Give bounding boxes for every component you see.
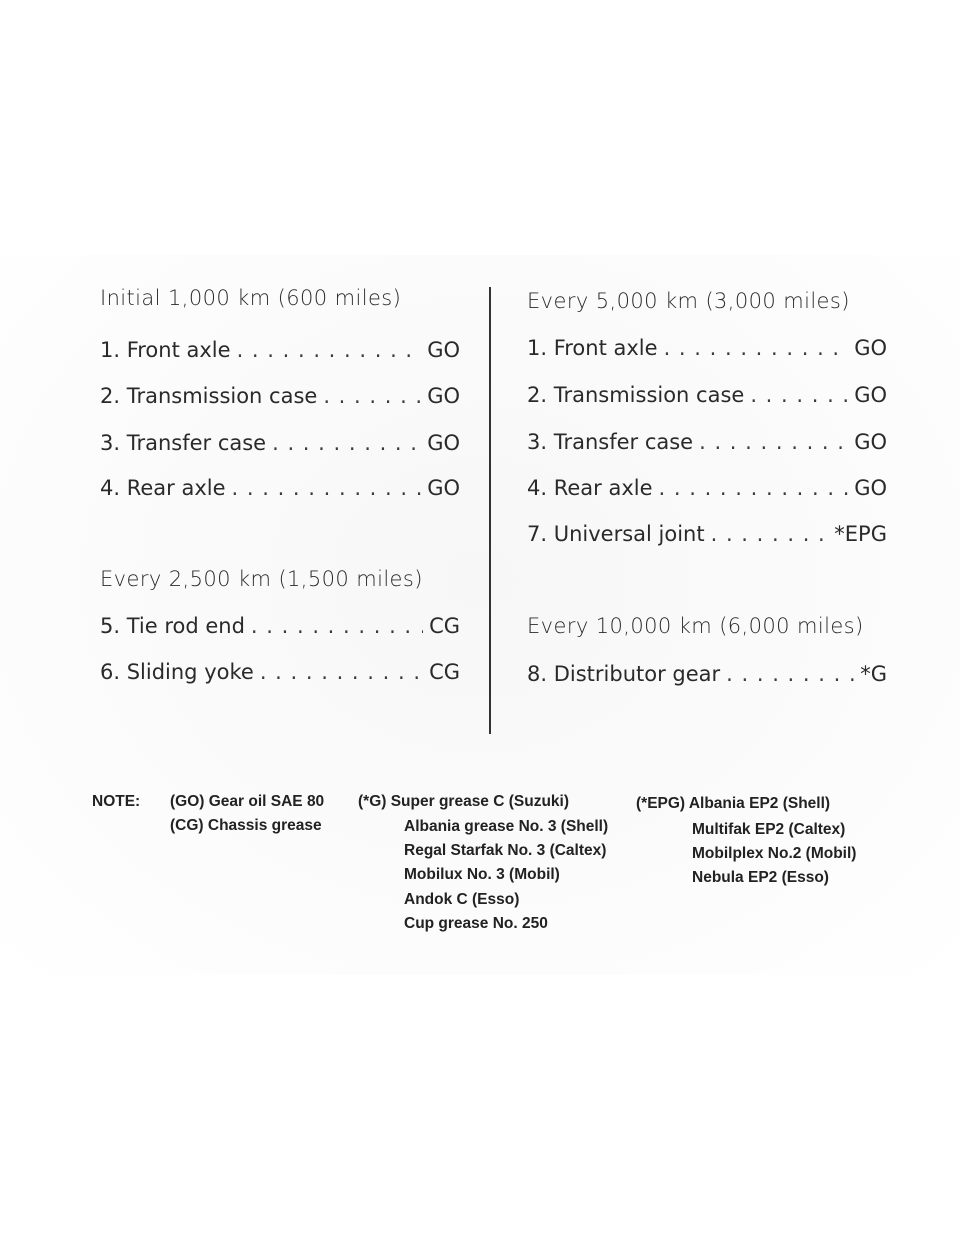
schedule-item — [527, 519, 887, 549]
note-epg-item: Mobilplex No.2 (Mobil) — [692, 845, 857, 862]
item-label: 2. Transmission case — [100, 384, 318, 408]
item-label: 3. Transfer case — [527, 430, 694, 454]
schedule-item — [100, 473, 460, 503]
leader-dots — [726, 659, 854, 689]
leader-dots — [750, 380, 848, 410]
note-label: NOTE: — [92, 793, 141, 810]
schedule-item — [100, 335, 460, 365]
note-cg-legend: (CG) Chassis grease — [170, 817, 322, 834]
note-go-legend: (GO) Gear oil SAE 80 — [170, 793, 325, 810]
every-2500-heading: Every 2,500 km (1,500 miles) — [100, 567, 423, 591]
column-divider — [489, 287, 491, 734]
schedule-item — [527, 473, 887, 503]
lubricant-code: GO — [427, 338, 460, 362]
note-g-item: Cup grease No. 250 — [404, 915, 548, 932]
schedule-item — [527, 333, 887, 363]
schedule-item — [527, 427, 887, 457]
leader-dots — [664, 333, 849, 363]
every-5000-heading: Every 5,000 km (3,000 miles) — [527, 289, 850, 313]
leader-dots — [711, 519, 829, 549]
leader-dots — [232, 473, 422, 503]
lubricant-code: GO — [854, 476, 887, 500]
schedule-item — [100, 381, 460, 411]
note-epg-item: Multifak EP2 (Caltex) — [692, 821, 846, 838]
lubricant-code: GO — [427, 431, 460, 455]
item-label: 4. Rear axle — [527, 476, 653, 500]
item-label: 1. Front axle — [527, 336, 658, 360]
lubricant-code: CG — [429, 614, 460, 638]
schedule-item — [100, 657, 460, 687]
lubricant-code: GO — [854, 383, 887, 407]
lubricant-code: GO — [427, 476, 460, 500]
note-g-item: Andok C (Esso) — [404, 891, 520, 908]
note-g-item: Mobilux No. 3 (Mobil) — [404, 866, 560, 883]
schedule-item — [527, 659, 887, 689]
every-10000-heading: Every 10,000 km (6,000 miles) — [527, 614, 864, 638]
item-label: 2. Transmission case — [527, 383, 745, 407]
initial-interval-heading: Initial 1,000 km (600 miles) — [100, 286, 402, 310]
note-g-item: Regal Starfak No. 3 (Caltex) — [404, 842, 607, 859]
note-epg-header: (*EPG) Albania EP2 (Shell) — [636, 795, 831, 812]
leader-dots — [251, 611, 423, 641]
note-g-item: Albania grease No. 3 (Shell) — [404, 818, 609, 835]
item-label: 4. Rear axle — [100, 476, 226, 500]
schedule-item — [100, 428, 460, 458]
item-label: 5. Tie rod end — [100, 614, 245, 638]
lubricant-code: GO — [854, 336, 887, 360]
note-epg-item: Nebula EP2 (Esso) — [692, 869, 829, 886]
lubricant-code: CG — [429, 660, 460, 684]
item-label: 7. Universal joint — [527, 522, 705, 546]
item-label: 1. Front axle — [100, 338, 231, 362]
leader-dots — [272, 428, 421, 458]
leader-dots — [237, 335, 422, 365]
lubricant-code: *EPG — [834, 522, 887, 546]
schedule-item — [100, 611, 460, 641]
leader-dots — [699, 427, 848, 457]
leader-dots — [659, 473, 849, 503]
leader-dots — [260, 657, 423, 687]
note-g-header: (*G) Super grease C (Suzuki) — [358, 793, 570, 810]
item-label: 3. Transfer case — [100, 431, 267, 455]
item-label: 8. Distributor gear — [527, 662, 721, 686]
schedule-item — [527, 380, 887, 410]
lubricant-code: GO — [427, 384, 460, 408]
lubricant-code: *G — [860, 662, 887, 686]
lubricant-code: GO — [854, 430, 887, 454]
item-label: 6. Sliding yoke — [100, 660, 254, 684]
leader-dots — [323, 381, 421, 411]
